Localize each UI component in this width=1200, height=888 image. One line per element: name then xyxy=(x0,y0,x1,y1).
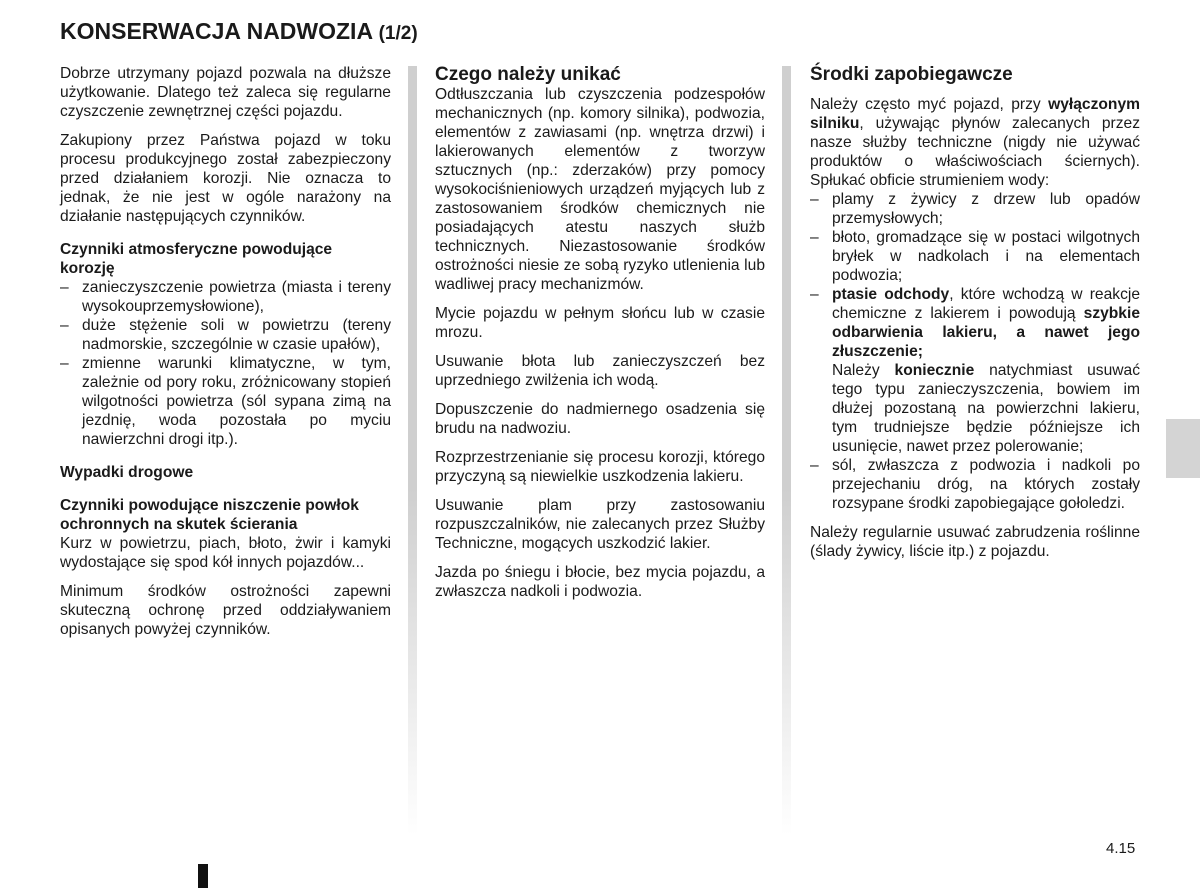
paragraph: Usuwanie plam przy zastosowaniu rozpuszczalników, nie zalecanych przez Służby Techniczne, mogących uszkodzić lakier. xyxy=(435,497,765,552)
subheading-accidents: Wypadki drogowe xyxy=(60,464,194,481)
paragraph: Należy regularnie usuwać zabrudzenia roślinne (ślady żywicy, liście itp.) z pojazdu. xyxy=(810,524,1140,560)
dash-marker: – xyxy=(60,317,69,334)
paragraph: Mycie pojazdu w pełnym słońcu lub w czasie mrozu. xyxy=(435,305,765,341)
dash-marker: – xyxy=(60,355,69,372)
subheading-abrasion: Czynniki powodujące niszczenie powłok ochronnych na skutek ścierania xyxy=(60,497,359,533)
dash-marker: – xyxy=(60,279,69,296)
page-title xyxy=(60,18,418,45)
page-number: 4.15 xyxy=(1106,840,1136,857)
title-part: (1/2) xyxy=(378,23,418,44)
list-item: – sól, zwłaszcza z podwozia i nadkoli po przejechaniu dróg, na których zostały rozsypane środki zapobiegające gołoledzi. xyxy=(810,457,1140,512)
list-item: – zmienne warunki klimatyczne, w tym, zależnie od pory roku, zróżnicowany stopień wilgotności powietrza (sól sypana zimą na jezdnię, woda pozostała po myciu nawierzchni drogi itp.). xyxy=(60,355,391,448)
atmospheric-factors-list xyxy=(60,278,391,449)
heading-preventive: Środki zapobiegawcze xyxy=(810,64,1013,85)
paragraph: Kurz w powietrzu, piach, błoto, żwir i kamyki wydostające się spod kół innych pojazdów... xyxy=(60,535,391,571)
list-item: – zanieczyszczenie powietrza (miasta i tereny wysokouprzemysłowione), xyxy=(60,279,391,315)
dash-marker: – xyxy=(810,229,819,246)
list-item: – plamy z żywicy z drzew lub opadów przemysłowych; xyxy=(810,191,1140,227)
title-main: KONSERWACJA NADWOZIA xyxy=(60,18,373,44)
paragraph: Jazda po śniegu i błocie, bez mycia pojazdu, a zwłaszcza nadkoli i podwozia. xyxy=(435,564,765,600)
rinse-list xyxy=(810,190,1140,513)
column-left xyxy=(60,64,391,649)
list-item: – błoto, gromadzące się w postaci wilgotnych bryłek w nadkolach i na elementach podwozia; xyxy=(810,229,1140,284)
crop-mark xyxy=(198,864,208,888)
dash-marker: – xyxy=(810,457,819,474)
paragraph: Rozprzestrzenianie się procesu korozji, którego przyczyną są niewielkie uszkodzenia lakieru. xyxy=(435,449,765,485)
paragraph: Dobrze utrzymany pojazd pozwala na dłuższe użytkowanie. Dlatego też zaleca się regularne czyszczenie zewnętrznej części pojazdu. xyxy=(60,65,391,120)
column-separator xyxy=(408,66,417,836)
paragraph: Usuwanie błota lub zanieczyszczeń bez uprzedniego zwilżenia ich wodą. xyxy=(435,353,765,389)
paragraph: Należy często myć pojazd, przy wyłączonym silniku, używając płynów zalecanych przez nasze służby techniczne (nigdy nie używać produktów o właściwościach ściernych). Spłukać obficie strumieniem wody: xyxy=(810,96,1140,189)
dash-marker: – xyxy=(810,191,819,208)
paragraph: Zakupiony przez Państwa pojazd w toku procesu produkcyjnego został zabezpieczony przed działaniem korozji. Nie oznacza to jednak, że nie jest w ogóle narażony na działanie następujących czynników. xyxy=(60,132,391,225)
column-middle xyxy=(435,64,765,611)
heading-avoid: Czego należy unikać xyxy=(435,64,621,85)
column-separator xyxy=(782,66,791,836)
list-item: – duże stężenie soli w powietrzu (tereny nadmorskie, szczególnie w czasie upałów), xyxy=(60,317,391,353)
column-right xyxy=(810,64,1140,571)
chapter-tab xyxy=(1166,419,1200,478)
list-item: – ptasie odchody, które wchodzą w reakcje chemiczne z lakierem i powodują szybkie odbarwienia lakieru, a nawet jego złuszczenie; Należy koniecznie natychmiast usuwać tego typu zanieczyszczenia, bowiem im dłużej pozostaną na powierzchni lakieru, tym trudniejsze będzie późniejsze ich usunięcie, nawet przez polerowanie; xyxy=(810,286,1140,455)
subheading-atmospheric: Czynniki atmosferyczne powodujące korozję xyxy=(60,241,333,277)
paragraph: Odtłuszczania lub czyszczenia podzespołów mechanicznych (np. komory silnika), podwozia, elementów z zawiasami (np. wnętrza drzwi) i lakierowanych elementów z tworzyw sztucznych (np.: zderzaków) przy pomocy wysokociśnieniowych urządzeń myjących lub z zastosowaniem środków chemicznych nie posiadających atestu naszych służb technicznych. Niezastosowanie środków ostrożności niesie ze sobą ryzyko utlenienia lub wadliwej pracy mechanizmów. xyxy=(435,86,765,293)
paragraph: Dopuszczenie do nadmiernego osadzenia się brudu na nadwoziu. xyxy=(435,401,765,437)
paragraph: Minimum środków ostrożności zapewni skuteczną ochronę przed oddziaływaniem opisanych powyżej czynników. xyxy=(60,583,391,638)
dash-marker: – xyxy=(810,286,819,303)
